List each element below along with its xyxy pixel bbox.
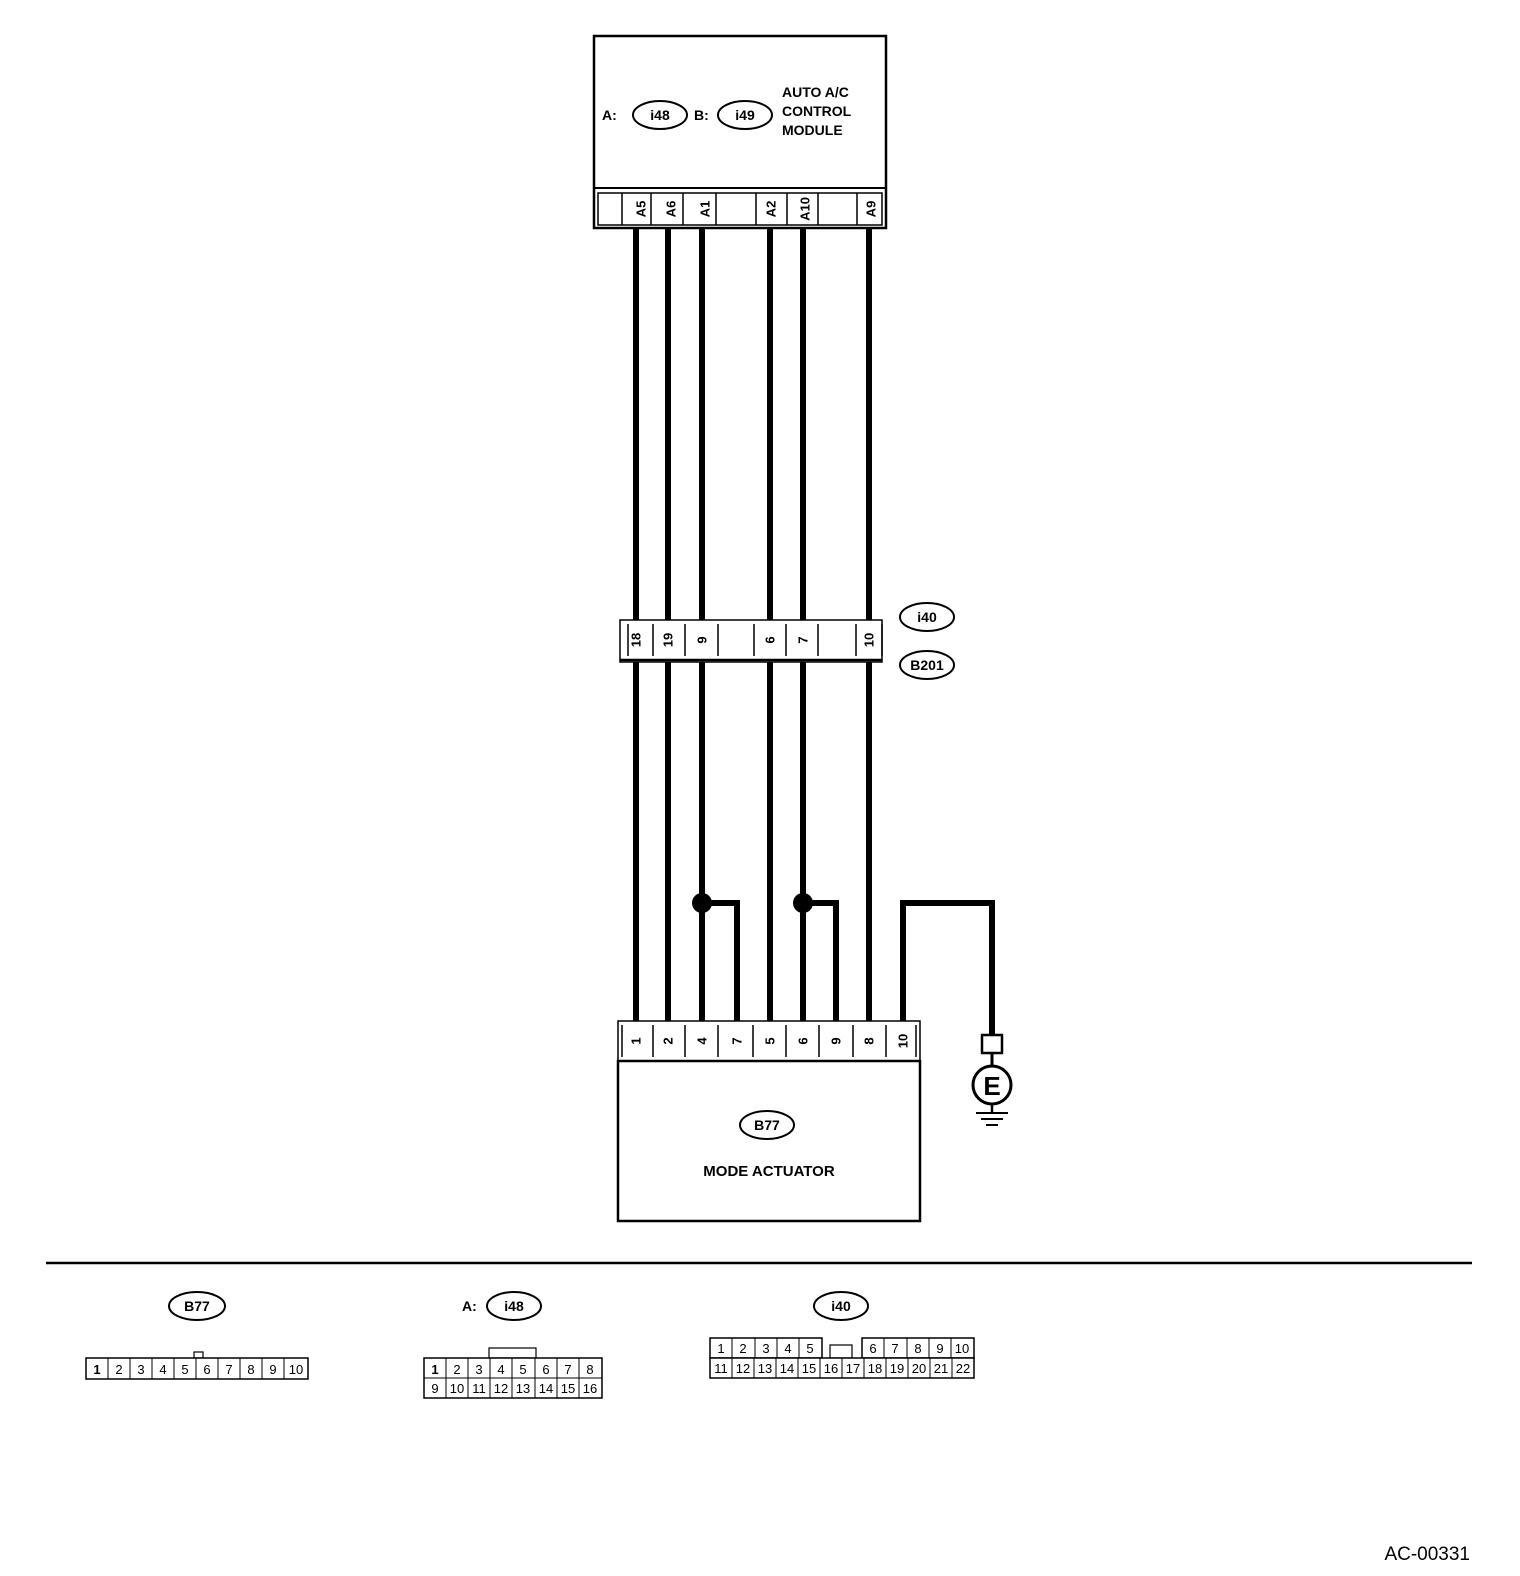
- module-name-line3: MODULE: [782, 122, 843, 138]
- legend-cell: 7: [564, 1362, 572, 1377]
- legend-cell: 3: [762, 1341, 770, 1356]
- legend-cell: 21: [933, 1361, 949, 1376]
- legend-cell: 14: [779, 1361, 795, 1376]
- connector-latch: [489, 1348, 536, 1358]
- legend-cell: 1: [431, 1362, 439, 1377]
- junction-pin-label: 6: [762, 636, 778, 644]
- splice-dot: [692, 893, 712, 913]
- legend-i40: [710, 1292, 974, 1378]
- junction-pin-label: 10: [861, 632, 877, 648]
- legend-cell: 5: [806, 1341, 814, 1356]
- legend-cell: 2: [453, 1362, 461, 1377]
- legend-cell: 8: [247, 1362, 255, 1377]
- actuator-pin-label: 5: [762, 1037, 778, 1045]
- module-pin-label: A2: [763, 200, 779, 218]
- legend-cell: 3: [475, 1362, 483, 1377]
- legend-cell: 8: [914, 1341, 922, 1356]
- legend-cell: 22: [955, 1361, 971, 1376]
- module-connector-a: i48: [650, 107, 670, 123]
- legend-cell: 13: [757, 1361, 773, 1376]
- legend-cell: 6: [542, 1362, 550, 1377]
- actuator-pin-label: 7: [729, 1037, 745, 1045]
- legend-cell: 19: [889, 1361, 905, 1376]
- figure-code: AC-00331: [1384, 1544, 1470, 1565]
- module-name-line2: CONTROL: [782, 103, 852, 119]
- module-connector-b: i49: [735, 107, 755, 123]
- legend-cell: 15: [560, 1381, 576, 1396]
- mode-actuator: [618, 1021, 920, 1221]
- legend-i48: [424, 1292, 602, 1398]
- junction-pin-label: 18: [628, 632, 644, 648]
- legend-b77: [86, 1292, 308, 1379]
- actuator-pin-label: 8: [861, 1037, 877, 1045]
- legend-i48-label: i48: [504, 1298, 524, 1314]
- actuator-connector: B77: [754, 1117, 780, 1133]
- actuator-pin-label: 2: [660, 1037, 676, 1045]
- legend-cell: 7: [225, 1362, 233, 1377]
- legend-cell: 6: [869, 1341, 877, 1356]
- module-prefix-b: B:: [694, 107, 709, 123]
- module-pin-label: A9: [863, 200, 879, 218]
- legend-cell: 7: [891, 1341, 899, 1356]
- actuator-pin-label: 10: [895, 1033, 911, 1049]
- legend-cell: 16: [823, 1361, 839, 1376]
- legend-cell: 13: [515, 1381, 531, 1396]
- legend-cell: 5: [519, 1362, 527, 1377]
- legend-cell: 2: [739, 1341, 747, 1356]
- splice-wire-9: [803, 903, 836, 1021]
- legend-i40-label: i40: [831, 1298, 851, 1314]
- connector-latch: [194, 1352, 203, 1358]
- actuator-pin-label: 9: [828, 1037, 844, 1045]
- legend-cell: 1: [717, 1341, 725, 1356]
- legend-cell: 4: [497, 1362, 505, 1377]
- module-prefix-a: A:: [602, 107, 617, 123]
- legend-cell: 10: [954, 1341, 970, 1356]
- connector-latch: [830, 1345, 852, 1358]
- legend-cell: 5: [181, 1362, 189, 1377]
- legend-cell: 20: [911, 1361, 927, 1376]
- legend-cell: 17: [845, 1361, 861, 1376]
- legend-cell: 12: [735, 1361, 751, 1376]
- legend-cell: 15: [801, 1361, 817, 1376]
- junction-pin-label: 7: [795, 636, 811, 644]
- module-pin-label: A6: [663, 200, 679, 218]
- legend-cell: 11: [472, 1381, 486, 1396]
- legend-cell: 6: [203, 1362, 211, 1377]
- legend-cell: 9: [936, 1341, 944, 1356]
- actuator-name: MODE ACTUATOR: [703, 1163, 835, 1180]
- splice-wire-7: [702, 903, 737, 1021]
- legend-cell: 10: [449, 1381, 465, 1396]
- legend-cell: 10: [288, 1362, 304, 1377]
- ground-icon: [973, 1035, 1011, 1125]
- legend-cell: 8: [586, 1362, 594, 1377]
- ground-wire: [903, 903, 992, 1035]
- legend-cell: 14: [538, 1381, 554, 1396]
- module-pin-label: A1: [697, 200, 713, 218]
- legend-cell: 11: [714, 1361, 728, 1376]
- legend-cell: 16: [582, 1381, 598, 1396]
- actuator-pin-label: 6: [795, 1037, 811, 1045]
- module-pin-label: A10: [797, 197, 813, 221]
- legend-cell: 3: [137, 1362, 145, 1377]
- actuator-pin-label: 1: [628, 1037, 644, 1045]
- splice-dot: [793, 893, 813, 913]
- module-name-line1: AUTO A/C: [782, 84, 849, 100]
- junction-connector-bottom: B201: [910, 657, 944, 673]
- junction-connector-top: i40: [917, 609, 937, 625]
- junction-pin-label: 19: [660, 632, 676, 648]
- legend-cell: 9: [269, 1362, 277, 1377]
- legend-cell: 12: [493, 1381, 509, 1396]
- legend-cell: 4: [784, 1341, 792, 1356]
- legend-cell: 1: [93, 1362, 101, 1377]
- legend-cell: 18: [867, 1361, 883, 1376]
- legend-b77-label: B77: [184, 1298, 210, 1314]
- legend-cell: 9: [431, 1381, 439, 1396]
- actuator-pin-label: 4: [694, 1037, 710, 1045]
- module-pin-label: A5: [633, 200, 649, 218]
- legend-cell: 2: [115, 1362, 123, 1377]
- control-module: [594, 36, 886, 228]
- legend-i48-prefix: A:: [462, 1298, 477, 1314]
- ground-symbol: E: [983, 1071, 1001, 1101]
- junction-pin-label: 9: [694, 636, 710, 644]
- legend-cell: 4: [159, 1362, 167, 1377]
